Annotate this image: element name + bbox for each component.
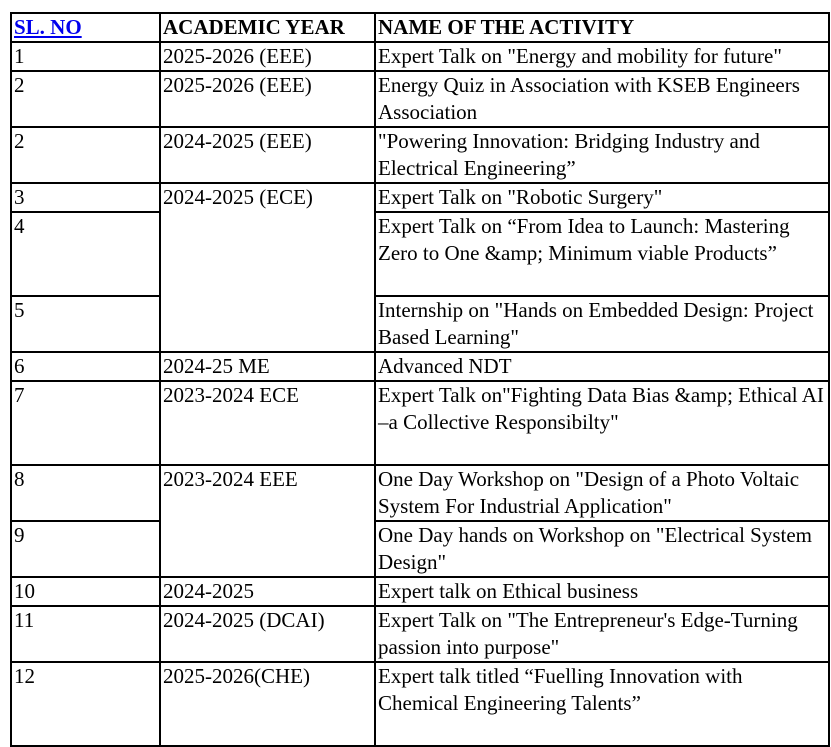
- activity-cell: Expert talk on Ethical business: [375, 577, 829, 606]
- table-row: [11, 212, 829, 296]
- activity-cell: "Powering Innovation: Bridging Industry and Electrical Engineering”: [375, 127, 829, 183]
- header-academic-year: ACADEMIC YEAR: [160, 13, 375, 42]
- table-row: [11, 606, 829, 662]
- academic-year-cell: 2025-2026 (EEE): [160, 42, 375, 71]
- sl-no-cell: 12: [11, 662, 160, 746]
- sl-no-cell: 8: [11, 465, 160, 521]
- header-activity: NAME OF THE ACTIVITY: [375, 13, 829, 42]
- sl-no-cell: 2: [11, 71, 160, 127]
- sl-no-sort-link[interactable]: SL. NO: [14, 15, 82, 39]
- table-row: [11, 465, 829, 521]
- activity-cell: Energy Quiz in Association with KSEB Engineers Association: [375, 71, 829, 127]
- sl-no-cell: 5: [11, 296, 160, 352]
- academic-year-cell: 2024-2025 (ECE): [160, 183, 375, 352]
- academic-year-cell: 2024-2025: [160, 577, 375, 606]
- table-row: [11, 352, 829, 381]
- activity-cell: Expert Talk on “From Idea to Launch: Mastering Zero to One &amp; Minimum viable Products”: [375, 212, 829, 296]
- activity-cell: One Day Workshop on "Design of a Photo Voltaic System For Industrial Application": [375, 465, 829, 521]
- academic-year-cell: 2024-25 ME: [160, 352, 375, 381]
- sl-no-cell: 9: [11, 521, 160, 577]
- table-row: [11, 577, 829, 606]
- sl-no-cell: 7: [11, 381, 160, 465]
- academic-year-cell: 2024-2025 (EEE): [160, 127, 375, 183]
- activity-cell: One Day hands on Workshop on "Electrical System Design": [375, 521, 829, 577]
- table-row: [11, 183, 829, 212]
- table-row: [11, 127, 829, 183]
- sl-no-cell: 11: [11, 606, 160, 662]
- sl-no-cell: 1: [11, 42, 160, 71]
- activity-cell: Expert Talk on "Robotic Surgery": [375, 183, 829, 212]
- activity-cell: Internship on "Hands on Embedded Design: Project Based Learning": [375, 296, 829, 352]
- activity-cell: Advanced NDT: [375, 352, 829, 381]
- table-row: [11, 521, 829, 577]
- table-row: [11, 296, 829, 352]
- header-row: [11, 13, 829, 42]
- academic-year-cell: 2023-2024 EEE: [160, 465, 375, 577]
- table-row: [11, 71, 829, 127]
- sl-no-cell: 10: [11, 577, 160, 606]
- table-row: [11, 662, 829, 746]
- sl-no-cell: 2: [11, 127, 160, 183]
- activity-cell: Expert Talk on "Energy and mobility for future": [375, 42, 829, 71]
- sl-no-cell: 6: [11, 352, 160, 381]
- activities-table: [10, 12, 830, 747]
- academic-year-cell: 2025-2026(CHE): [160, 662, 375, 746]
- activity-cell: Expert Talk on "The Entrepreneur's Edge-Turning passion into purpose": [375, 606, 829, 662]
- sl-no-cell: 3: [11, 183, 160, 212]
- activity-cell: Expert talk titled “Fuelling Innovation with Chemical Engineering Talents”: [375, 662, 829, 746]
- table-row: [11, 42, 829, 71]
- sl-no-cell: 4: [11, 212, 160, 296]
- academic-year-cell: 2024-2025 (DCAI): [160, 606, 375, 662]
- header-sl-no[interactable]: [11, 13, 160, 42]
- table-row: [11, 381, 829, 465]
- academic-year-cell: 2023-2024 ECE: [160, 381, 375, 465]
- academic-year-cell: 2025-2026 (EEE): [160, 71, 375, 127]
- activity-cell: Expert Talk on"Fighting Data Bias &amp; Ethical AI –a Collective Responsibilty": [375, 381, 829, 465]
